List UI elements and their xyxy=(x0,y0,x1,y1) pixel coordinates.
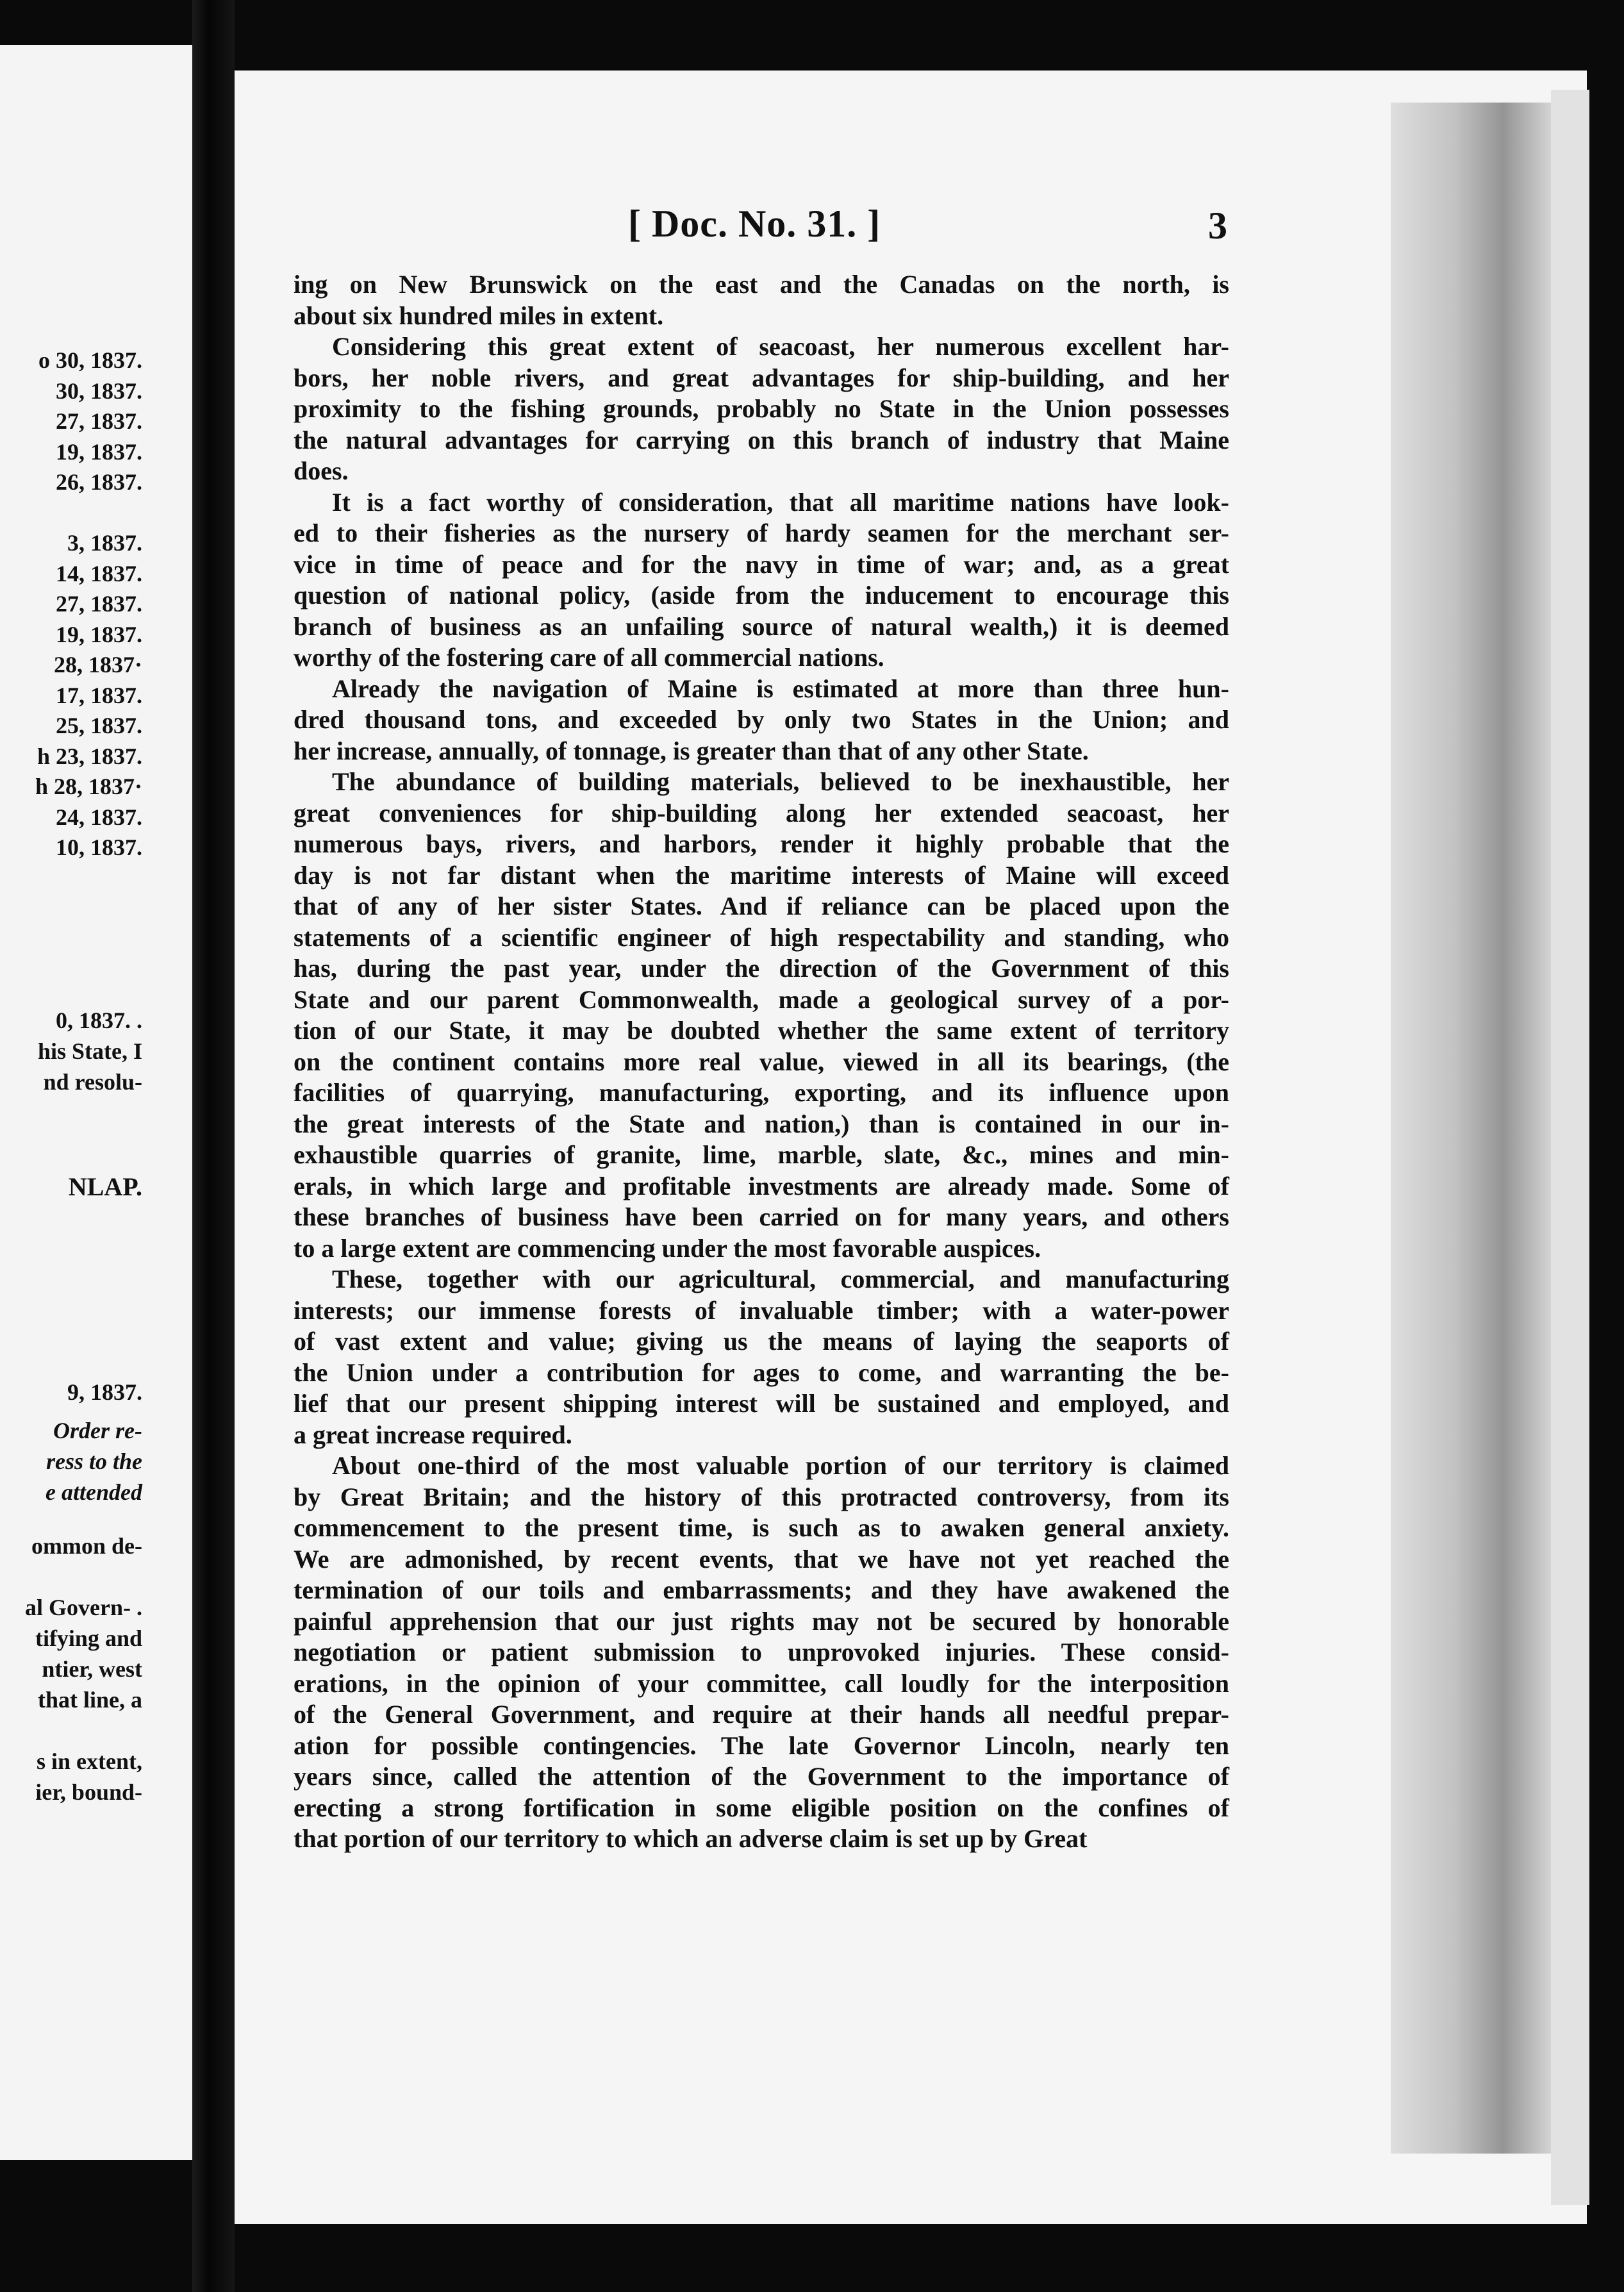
text-line: facilities of quarrying, manufacturing, exporting, and its influence upon xyxy=(294,1078,1229,1107)
text-line: These, together with our agricultural, commercial, and manufacturing xyxy=(332,1265,1229,1293)
text-line: that portion of our territory to which an adverse claim is set up by Great xyxy=(294,1824,1088,1853)
text-line: years since, called the attention of the Government to the importance of xyxy=(294,1762,1229,1791)
text-line: State and our parent Commonwealth, made a geological survey of a por- xyxy=(294,984,1229,1014)
left-page-line: ier, bound- xyxy=(35,1779,142,1805)
text-line: that of any of her sister States. And if reliance can be placed upon the xyxy=(294,892,1229,920)
text-line: ed to their fisheries as the nursery of hardy seamen for the merchant ser- xyxy=(294,519,1229,547)
left-page-line: 30, 1837. xyxy=(56,378,142,404)
paragraph xyxy=(294,487,1229,674)
paragraph xyxy=(294,269,1229,331)
text-line: commencement to the present time, is such as to awaken general anxiety. xyxy=(294,1513,1229,1542)
left-page-line: 14, 1837. xyxy=(56,560,142,586)
left-page-line: his State, I xyxy=(37,1038,142,1064)
left-page-line: ress to the xyxy=(46,1449,142,1474)
text-line: We are admonished, by recent events, that we have not yet reached the xyxy=(294,1544,1229,1574)
text-line: these branches of business have been carried on for many years, and others xyxy=(294,1202,1229,1231)
left-page-line: 24, 1837. xyxy=(56,804,142,830)
text-line: erecting a strong fortification in some eligible position on the confines of xyxy=(294,1793,1229,1822)
text-line: About one-third of the most valuable portion of our territory is claimed xyxy=(332,1451,1229,1480)
page-number: 3 xyxy=(1208,204,1227,247)
text-line: ing on New Brunswick on the east and the Canadas on the north, is xyxy=(294,270,1229,299)
left-page-line: s in extent, xyxy=(37,1748,142,1774)
text-line: exhaustible quarries of granite, lime, marble, slate, &c., mines and min- xyxy=(294,1140,1229,1169)
text-line: by Great Britain; and the history of this protracted controversy, from its xyxy=(294,1482,1229,1511)
text-line: It is a fact worthy of consideration, that all maritime nations have look- xyxy=(332,487,1229,517)
text-line: of the General Government, and require at their hands all needful prepar- xyxy=(294,1700,1229,1729)
left-page-line: 9, 1837. xyxy=(67,1379,142,1405)
left-page-line: NLAP. xyxy=(68,1172,142,1201)
text-line: on the continent contains more real value, viewed in all its bearings, (the xyxy=(294,1047,1229,1076)
text-line: about six hundred miles in extent. xyxy=(294,301,664,330)
text-line: painful apprehension that our just rights may not be secured by honorable xyxy=(294,1606,1229,1636)
document-header: [ Doc. No. 31. ] xyxy=(628,203,881,245)
text-line: has, during the past year, under the direction of the Government of this xyxy=(294,954,1229,983)
left-page-line: al Govern- . xyxy=(25,1595,142,1620)
text-line: erals, in which large and profitable investments are already made. Some of xyxy=(294,1171,1229,1200)
text-line: a great increase required. xyxy=(294,1420,572,1449)
left-page-line: 25, 1837. xyxy=(56,713,142,738)
text-line: ation for possible contingencies. The late Governor Lincoln, nearly ten xyxy=(294,1731,1229,1760)
paragraph xyxy=(294,1450,1229,1855)
page-edge-damage xyxy=(1391,103,1551,2154)
text-line: interests; our immense forests of invaluable timber; with a water-power xyxy=(294,1295,1229,1325)
left-page-line: 28, 1837· xyxy=(53,652,142,677)
text-line: The abundance of building materials, believed to be inexhaustible, her xyxy=(332,767,1229,796)
previous-page-fragment xyxy=(0,45,192,2160)
left-page-line: that line, a xyxy=(37,1687,142,1713)
text-line: Considering this great extent of seacoast, her numerous excellent har- xyxy=(332,332,1229,361)
text-line: question of national policy, (aside from the inducement to encourage this xyxy=(294,581,1229,610)
text-line: lief that our present shipping interest will be sustained and employed, and xyxy=(294,1389,1229,1418)
next-page-edge xyxy=(1551,90,1589,2205)
text-line: tion of our State, it may be doubted whether the same extent of territory xyxy=(294,1016,1229,1045)
paragraph xyxy=(294,767,1229,1264)
text-line: the natural advantages for carrying on this branch of industry that Maine xyxy=(294,425,1229,454)
text-line: numerous bays, rivers, and harbors, render it highly probable that the xyxy=(294,829,1229,858)
text-line: branch of business as an unfailing source of natural wealth,) it is deemed xyxy=(294,611,1229,641)
left-page-line: 27, 1837. xyxy=(56,408,142,434)
text-line: negotiation or patient submission to unprovoked injuries. These consid- xyxy=(294,1638,1229,1666)
left-page-line: 26, 1837. xyxy=(56,469,142,495)
text-line: of vast extent and value; giving us the means of laying the seaports of xyxy=(294,1327,1229,1356)
text-line: worthy of the fostering care of all commercial nations. xyxy=(294,643,884,672)
text-line: does. xyxy=(294,456,349,485)
left-page-line: ntier, west xyxy=(42,1656,142,1682)
text-line: great conveniences for ship-building along her extended seacoast, her xyxy=(294,798,1229,827)
left-page-line: 3, 1837. xyxy=(67,530,142,556)
left-page-line: h 28, 1837· xyxy=(35,774,142,799)
text-line: the great interests of the State and nation,) than is contained in our in- xyxy=(294,1109,1229,1138)
text-line: day is not far distant when the maritime interests of Maine will exceed xyxy=(294,860,1229,890)
text-line: bors, her noble rivers, and great advantages for ship-building, and her xyxy=(294,363,1229,392)
text-line: termination of our toils and embarrassments; and they have awakened the xyxy=(294,1575,1229,1604)
text-line: her increase, annually, of tonnage, is greater than that of any other State. xyxy=(294,736,1089,765)
paragraph xyxy=(294,331,1229,487)
left-page-line: nd resolu- xyxy=(43,1069,142,1095)
text-line: proximity to the fishing grounds, probably no State in the Union possesses xyxy=(294,394,1229,423)
left-page-line: tifying and xyxy=(35,1625,142,1651)
left-page-line: 17, 1837. xyxy=(56,682,142,708)
text-line: the Union under a contribution for ages to come, and warranting the be- xyxy=(294,1358,1229,1387)
text-line: to a large extent are commencing under the most favorable auspices. xyxy=(294,1233,1041,1263)
left-page-line: ommon de- xyxy=(31,1533,142,1559)
text-line: erations, in the opinion of your committee, call loudly for the interposition xyxy=(294,1668,1229,1698)
left-page-line: o 30, 1837. xyxy=(38,347,142,373)
book-gutter xyxy=(192,0,235,2292)
left-page-line: 27, 1837. xyxy=(56,591,142,617)
text-line: Already the navigation of Maine is estimated at more than three hun- xyxy=(332,674,1229,703)
paragraph xyxy=(294,674,1229,767)
left-page-line: 0, 1837. . xyxy=(56,1008,142,1033)
left-page-line: 19, 1837. xyxy=(56,438,142,465)
left-page-line: Order re- xyxy=(53,1418,142,1443)
text-line: dred thousand tons, and exceeded by only two States in the Union; and xyxy=(294,705,1229,734)
left-page-line: 19, 1837. xyxy=(56,621,142,647)
paragraph xyxy=(294,1264,1229,1450)
left-page-line: h 23, 1837. xyxy=(37,743,142,769)
body-text xyxy=(294,269,1229,1855)
left-page-line: e attended xyxy=(46,1479,142,1505)
text-line: statements of a scientific engineer of high respectability and standing, who xyxy=(294,922,1229,952)
text-line: vice in time of peace and for the navy in time of war; and, as a great xyxy=(294,549,1229,579)
left-page-line: 10, 1837. xyxy=(56,835,142,860)
